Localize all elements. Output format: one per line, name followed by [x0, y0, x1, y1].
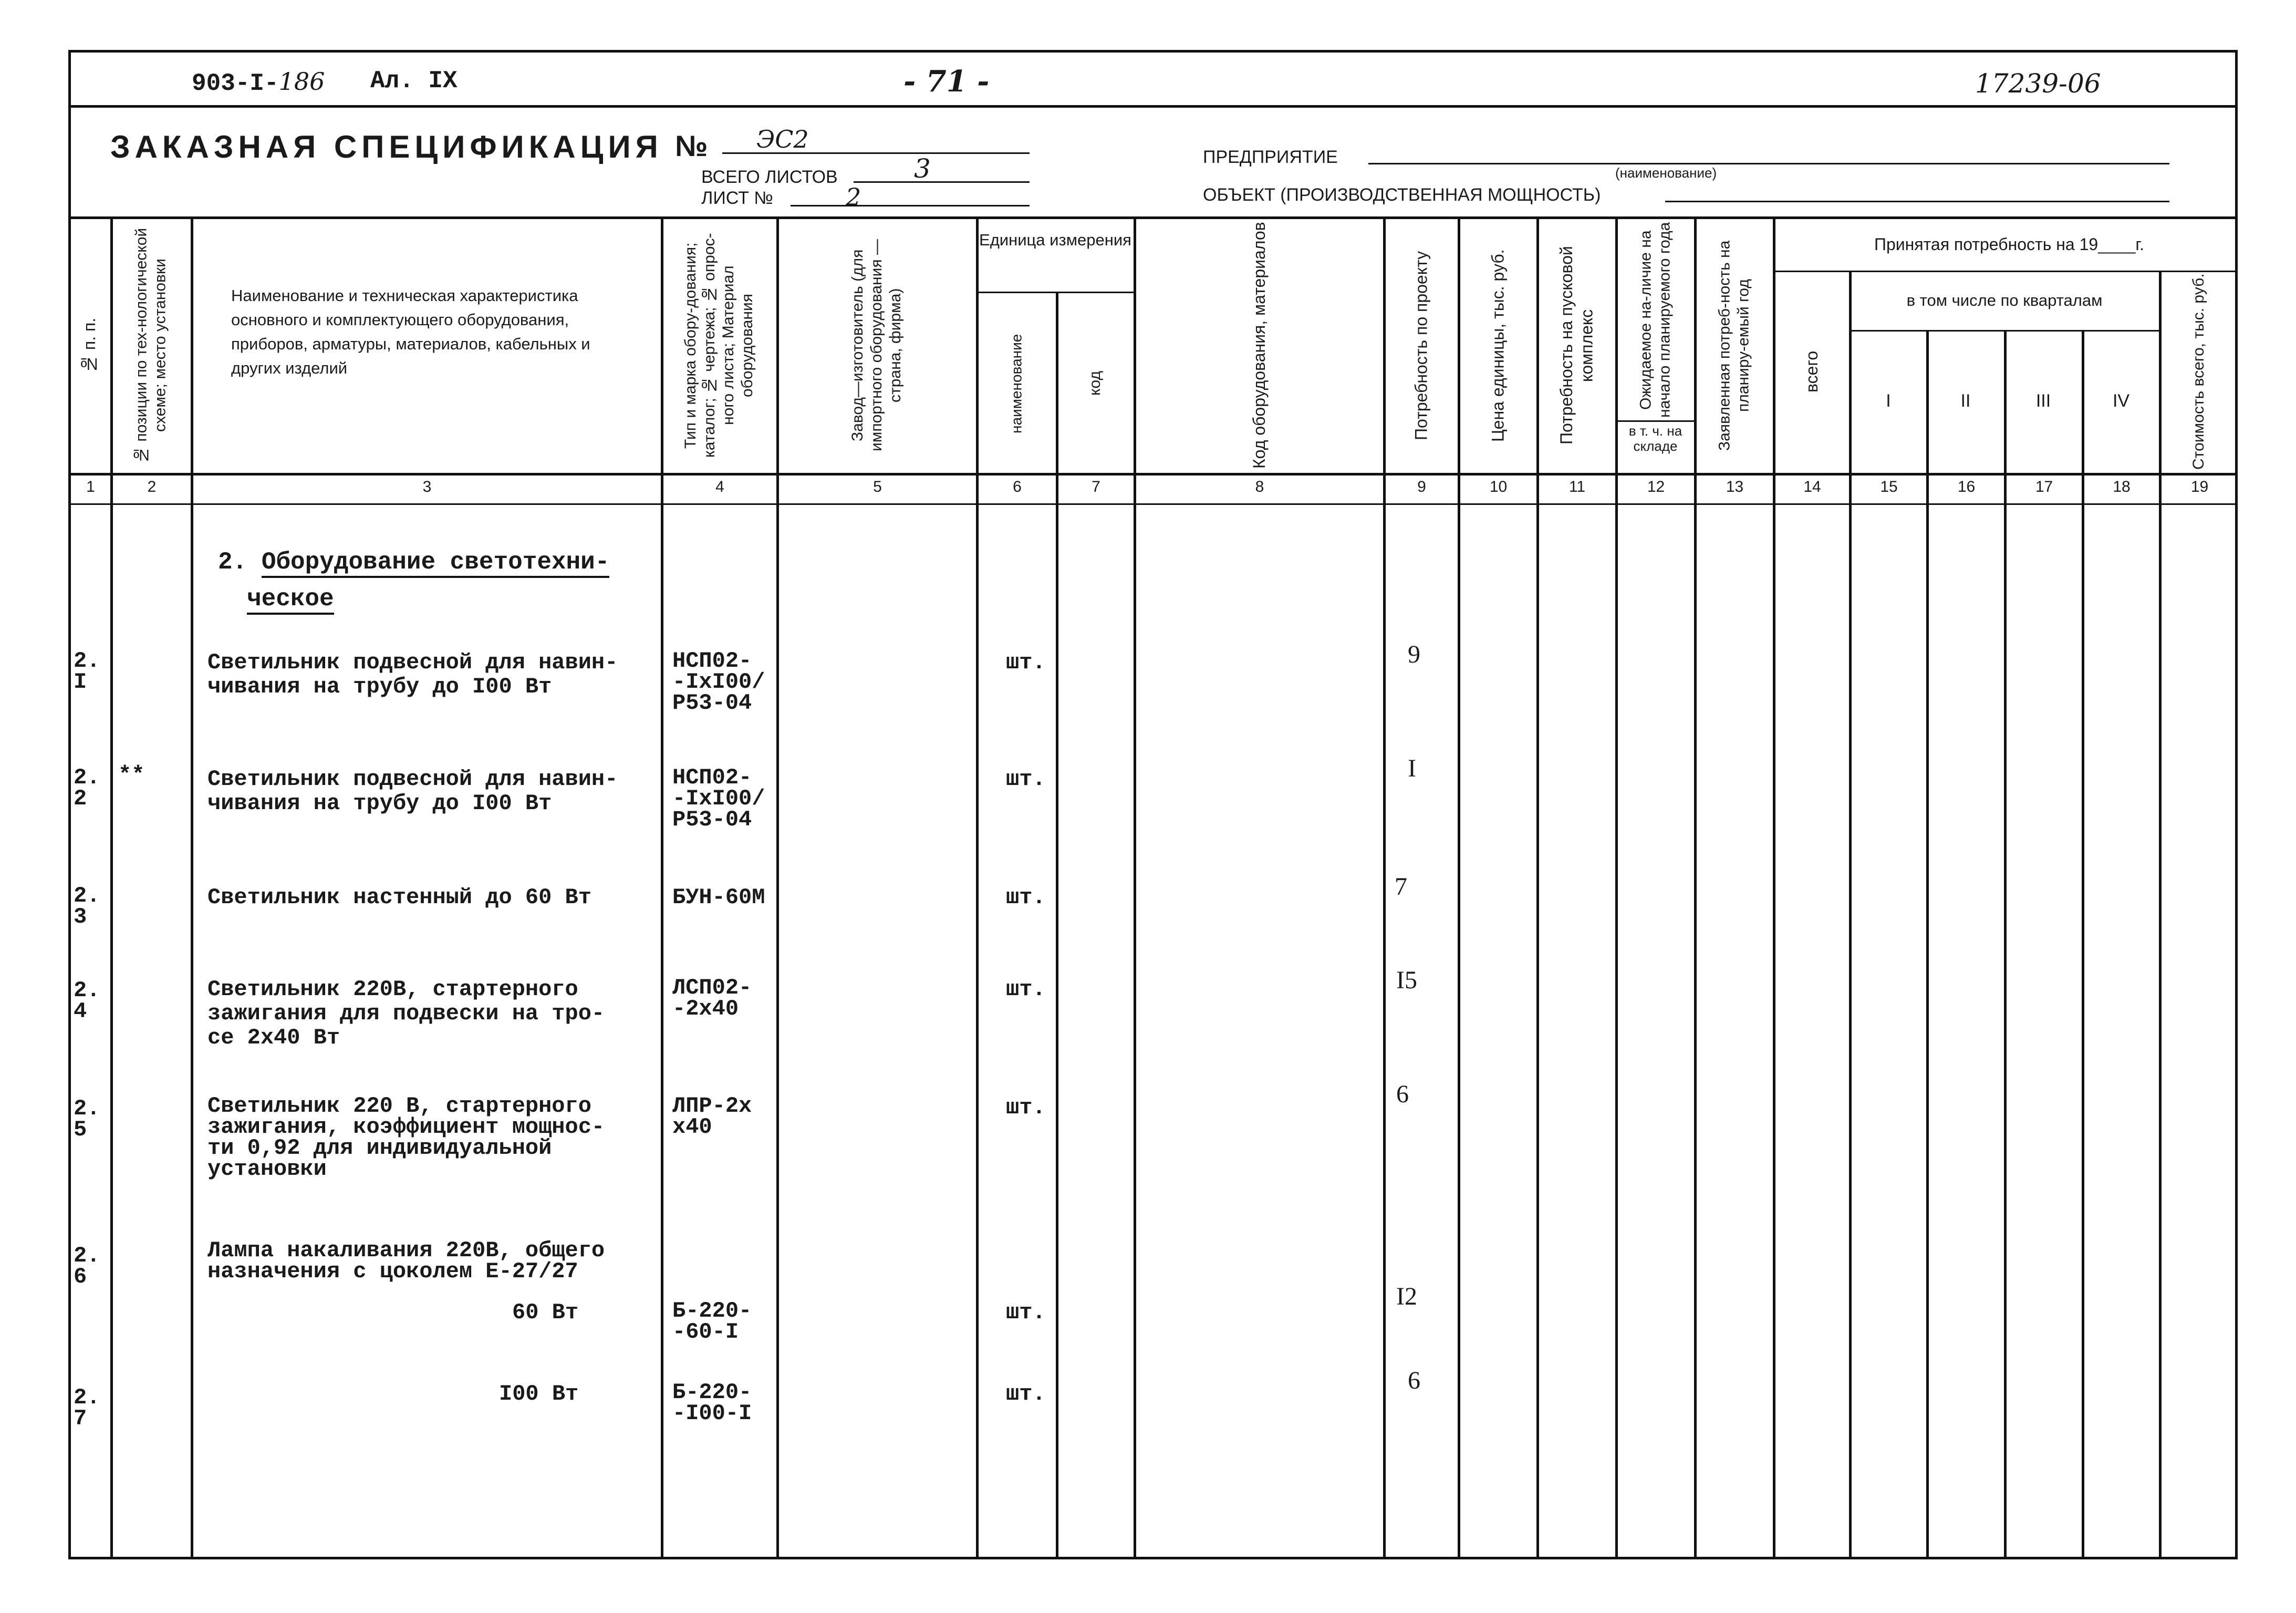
- section-heading: [218, 544, 609, 581]
- row-unit: шт.: [1006, 1300, 1046, 1325]
- col12-subheader: в т. ч. на складе: [1628, 423, 1682, 454]
- row-subname: I00 Вт: [499, 1381, 579, 1407]
- row-name: Светильник настенный до 60 Вт: [207, 885, 591, 910]
- total-sheets-line: [854, 181, 1030, 183]
- sheet-value: 2: [846, 183, 861, 211]
- stock-sub-line: [1615, 420, 1694, 422]
- col12-header: Ожидаемое на-личие на начало планируемого года: [1637, 222, 1674, 418]
- row-number: 2. 7: [74, 1385, 100, 1431]
- column-number: 1: [86, 478, 95, 495]
- quarter-1-header: I: [1886, 391, 1891, 411]
- page-number: - 71 -: [903, 64, 990, 99]
- col-line-14: [1849, 271, 1852, 1559]
- top-bar-divider: [68, 105, 2238, 108]
- column-number: 18: [2113, 478, 2131, 495]
- row-quantity: 9: [1408, 640, 1420, 668]
- column-number: 4: [715, 478, 724, 495]
- unit-group-header: Единица измерения: [979, 231, 1131, 249]
- row-type: Б-220- -I00-I: [672, 1380, 752, 1426]
- row-unit: шт.: [1006, 885, 1046, 910]
- row-unit: шт.: [1006, 650, 1046, 675]
- header-bottom-line: [68, 473, 2238, 475]
- section-number: 2.: [218, 549, 247, 576]
- col9-header: Потребность по проекту: [1411, 251, 1431, 440]
- col-line-15: [1926, 330, 1929, 1559]
- quarter-3-header: III: [2035, 391, 2051, 411]
- row-unit: шт.: [1006, 1095, 1046, 1120]
- column-number: 14: [1803, 478, 1821, 495]
- column-number: 9: [1417, 478, 1426, 495]
- col5-header: Завод—изготовитель (для импортного оборудования —страна, фирма): [849, 239, 904, 452]
- total-sheets-label: ВСЕГО ЛИСТОВ: [701, 167, 838, 187]
- column-number: 15: [1880, 478, 1898, 495]
- row-name: Светильник 220В, стартерного зажигания для подвески на тро- се 2х40 Вт: [207, 977, 605, 1050]
- total-sheets-value: 3: [914, 153, 931, 184]
- enterprise-line: [1368, 163, 2169, 164]
- header-top-line: [68, 216, 2238, 219]
- name-caption: (наименование): [1615, 165, 1717, 181]
- col2-header: № позиции по тех-нологической схеме; место установки: [132, 228, 169, 463]
- row-unit: шт.: [1006, 1381, 1046, 1407]
- col19-header: Стоимость всего, тыс. руб.: [2190, 273, 2207, 470]
- row-number: 2. 6: [74, 1243, 100, 1289]
- section-heading-cont: [247, 581, 334, 617]
- spec-title: ЗАКАЗНАЯ СПЕЦИФИКАЦИЯ: [110, 129, 663, 164]
- row-quantity: 6: [1408, 1367, 1420, 1394]
- column-number: 12: [1647, 478, 1665, 495]
- row-name: Светильник 220 В, стартерного зажигания, коэффициент мощнос- ти 0,92 для индивидуальной установки: [207, 1093, 605, 1182]
- row-number: 2. I: [74, 648, 100, 695]
- sheet-line: [791, 205, 1030, 206]
- accepted-group-header: Принятая потребность на 19____г.: [1874, 235, 2145, 254]
- row-position: **: [118, 762, 145, 788]
- row-quantity: 7: [1395, 873, 1407, 901]
- accepted-group-line: [1773, 271, 2238, 272]
- object-line: [1665, 201, 2169, 202]
- document-code-printed: 903-I-: [192, 70, 279, 97]
- row-type: БУН-60М: [672, 885, 765, 910]
- col4-header: Тип и марка обору-дования; каталог; № чертежа; № опрос-ного листа; Материал оборудования: [682, 233, 756, 458]
- col-line-2: [191, 216, 193, 1559]
- col13-header: Заявленная потреб-ность на планиру-емый год: [1716, 240, 1752, 451]
- column-number: 13: [1726, 478, 1744, 495]
- column-number: 16: [1957, 478, 1976, 495]
- col8-header: Код оборудования, материалов: [1249, 222, 1269, 469]
- row-number: 2. 3: [74, 883, 100, 929]
- column-number: 19: [2190, 478, 2209, 495]
- row-type: ЛСП02- -2х40: [672, 975, 752, 1021]
- col10-header: Цена единицы, тыс. руб.: [1488, 249, 1508, 442]
- row-name: Светильник подвесной для навин- чивания на трубу до I00 Вт: [207, 650, 618, 699]
- col-line-16: [2004, 330, 2007, 1559]
- col6-header: наименование: [1008, 334, 1025, 433]
- row-quantity: I: [1408, 754, 1416, 782]
- document-code-handwritten: 186: [278, 67, 325, 96]
- column-number: 17: [2035, 478, 2053, 495]
- column-number: 3: [422, 478, 432, 495]
- column-number: 8: [1255, 478, 1264, 495]
- spec-number-line: [722, 152, 1030, 154]
- enterprise-label: ПРЕДПРИЯТИЕ: [1203, 147, 1338, 167]
- column-number: 2: [147, 478, 157, 495]
- section-title-line-2: ческое: [247, 585, 334, 615]
- section-title-line-1: Оборудование светотехни-: [262, 549, 610, 578]
- col7-header: код: [1086, 371, 1104, 396]
- row-quantity: 6: [1396, 1080, 1409, 1108]
- row-type: ЛПР-2х х40: [672, 1093, 752, 1140]
- row-quantity: I2: [1396, 1283, 1417, 1310]
- col1-header: № п. п.: [79, 317, 99, 374]
- col3-header: Наименование и техническая характеристика основного и комплектующего оборудования, приборов, арматуры, материалов, кабельных и других изделий: [231, 286, 590, 377]
- row-number: 2. 5: [74, 1096, 100, 1142]
- row-name: Лампа накаливания 220В, общего назначения с цоколем Е-27/27: [207, 1238, 605, 1284]
- quarters-group-line: [1849, 330, 2159, 332]
- col11-header: Потребность на пусковой комплекс: [1557, 246, 1596, 445]
- column-number: 10: [1489, 478, 1508, 495]
- column-number: 7: [1092, 478, 1100, 495]
- object-label: ОБЪЕКТ (ПРОИЗВОДСТВЕННАЯ МОЩНОСТЬ): [1203, 185, 1601, 205]
- row-type: Б-220- -60-I: [672, 1298, 752, 1345]
- spec-number-value: ЭС2: [756, 125, 809, 153]
- column-number: 6: [1013, 478, 1022, 495]
- col14-header: всего: [1802, 350, 1821, 393]
- row-number: 2. 4: [74, 978, 100, 1024]
- row-name: Светильник подвесной для навин- чивания на трубу до I00 Вт: [207, 767, 618, 816]
- row-unit: шт.: [1006, 767, 1046, 792]
- column-numbers-line: [68, 503, 2238, 505]
- row-quantity: I5: [1396, 966, 1417, 994]
- sheet-label: ЛИСТ №: [701, 188, 773, 208]
- row-unit: шт.: [1006, 977, 1046, 1002]
- album-number: Ал. IX: [370, 67, 458, 95]
- registration-number: 17239-06: [1975, 68, 2101, 99]
- unit-group-line: [976, 292, 1134, 293]
- row-subname: 60 Вт: [512, 1300, 579, 1325]
- column-number: 11: [1568, 478, 1586, 495]
- col-line-17: [2082, 330, 2084, 1559]
- row-number: 2. 2: [74, 765, 100, 811]
- quarter-2-header: II: [1960, 391, 1971, 411]
- row-type: НСП02- -IxI00/ Р53-04: [672, 648, 765, 716]
- row-type: НСП02- -IxI00/ Р53-04: [672, 765, 765, 832]
- spec-number-label: №: [675, 129, 708, 162]
- quarters-group-header: в том числе по кварталам: [1906, 291, 2103, 309]
- quarter-4-header: IV: [2112, 391, 2130, 411]
- column-number: 5: [873, 478, 882, 495]
